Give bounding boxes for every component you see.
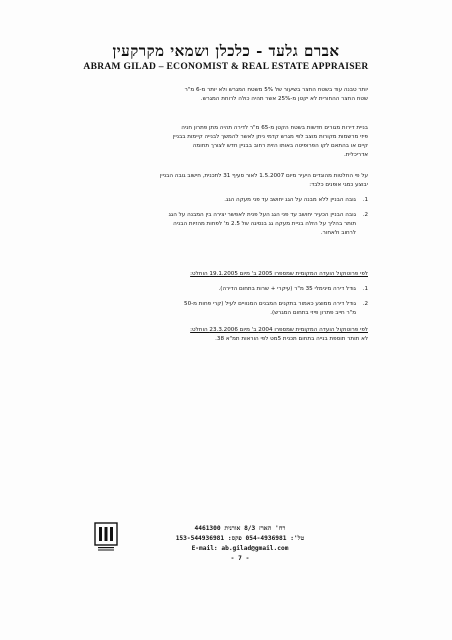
text-line: גודל דירה ממוצע כאמור בתקנים המבנים המנוויים לעיל (קרי פחות מ-50 xyxy=(184,301,356,307)
company-logo-icon xyxy=(94,522,118,552)
list-item xyxy=(86,196,368,205)
section-heading: לפי פרוטוקול הועדה המקומית שמספרו 2004 ב' מיום 23.3.2006 הוחלט: xyxy=(190,327,368,333)
list-item xyxy=(86,211,368,238)
intro-paragraph-1 xyxy=(86,86,368,104)
footer-phones: טל': 054-4936981 פקס: 153-544936981 xyxy=(175,535,305,542)
text-line: יותר טבנה עוד בשטח החצר בשיעור של 5% משטח המגרש ולא יותר מ-6 מ"ר xyxy=(184,87,368,93)
text-line: גובה הבניין הכעיר יחושב עד פני הגג העל פנית לאפשר יצירה בין המבנה על הגג xyxy=(168,212,356,218)
list-item-number: 1. xyxy=(362,286,368,292)
footer-email[interactable]: E-mail: ab.gilad@gmail.com xyxy=(191,545,289,552)
text-line: תותר בהליך על הזלה בניית מעקה גג בנסיגה של 2.5 מ' לפחות מהזיות הבניה xyxy=(173,221,356,227)
intro-paragraph-3 xyxy=(86,172,368,190)
list-item xyxy=(86,285,368,294)
letterhead-title-english: ABRAM GILAD – ECONOMIST & REAL ESTATE APPRAISER xyxy=(83,62,369,72)
list-item-number: 1. xyxy=(362,197,368,203)
intro-paragraph-2 xyxy=(86,124,368,160)
list-item xyxy=(86,300,368,318)
text-line: קיים או בהתאם לקו הפרופיטה באותו הזית רחוב בבניין חדש לצורך תחומה xyxy=(192,143,368,149)
footer-address: רח' הארז 8/3 אורנית 4461300 xyxy=(194,525,286,532)
section-heading: לפי פרוטוקול הועדה המקומית שמספרו 2005 ב' מיום 19.1.2005 הוחלט: xyxy=(190,271,368,277)
text-line: לא תותר תוספת בנייה בתחום תכנית 5מט לפי הוראות תמ"א 38. xyxy=(215,336,368,342)
list-item-number: 2. xyxy=(362,212,368,218)
text-line: פיזי מרשמות מקורות מוצב לפי מגרש קדמי ניתן לאשר להמשך לבנייה קיימות בבניין xyxy=(172,134,368,140)
text-line: לרחוב ולאחור. xyxy=(320,230,356,236)
protocol-2004-section xyxy=(86,326,368,344)
text-line: שטח החצר ההחורית לא יקטן מ-25% אשר תהיה כולה לרוחת המגרש. xyxy=(200,96,368,102)
text-line: גובה הבניין ללא מבנה על הגג יחושב עד פני מעקה הגג. xyxy=(224,197,356,203)
text-line: אדריכלית. xyxy=(343,152,368,158)
protocol-2005-section xyxy=(86,270,368,318)
text-line: על פי החלטות מהוגדים היעיר מיום 1.5.2007 לאור סעיף 31 לתכנית, חישוב גובה הבניין xyxy=(159,173,368,179)
text-line: יבוצע כמגי אופנים כלבד: xyxy=(309,182,368,188)
list-item-number: 2. xyxy=(362,301,368,307)
text-line: גודל דירה מינימלי 35 מ"ר (עיקרי + שרות בתחום הדירה). xyxy=(218,286,356,292)
text-line: בניית דירות מגורים חדשות בשטח הקטן מ-65 מ"ר לדירה תהיה מתן פתרון חניה xyxy=(181,125,368,131)
height-calculation-list xyxy=(86,196,368,238)
letterhead-title-hebrew: אברם גלעד - כלכלן ושמאי מקרקעין xyxy=(112,42,340,60)
text-line: מ"ר חייב פתרון פיזי בתחום המגרש). xyxy=(270,310,356,316)
page-number: - 7 - xyxy=(230,555,250,562)
